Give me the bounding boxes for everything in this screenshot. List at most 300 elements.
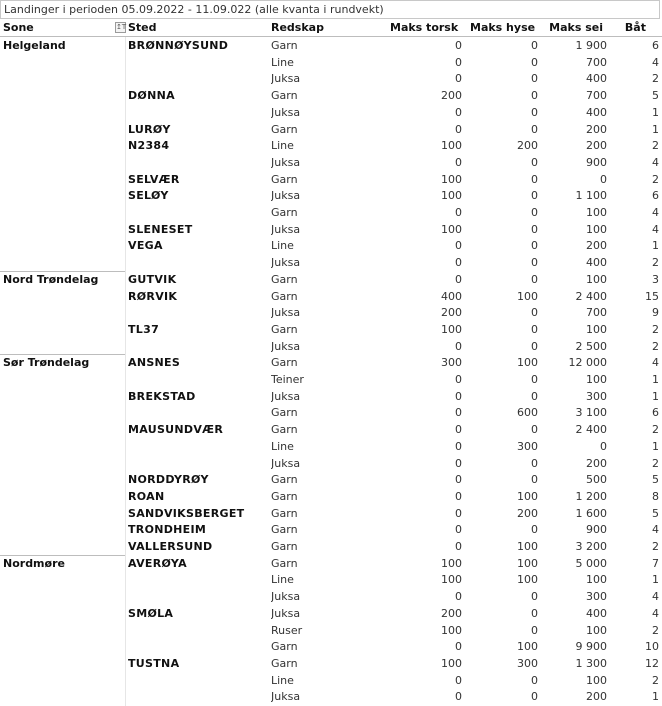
cell-maks-sei: 100	[586, 373, 607, 386]
cell-sone	[3, 304, 123, 321]
table-row[interactable]	[0, 121, 662, 138]
table-row[interactable]	[0, 221, 662, 238]
cell-maks-hyse: 0	[531, 105, 538, 119]
cell-maks-hyse: 0	[531, 256, 538, 270]
cell-maks-hyse: 100	[517, 540, 538, 553]
cell-maks-torsk: 0	[455, 72, 462, 86]
cell-sone	[3, 321, 123, 338]
cell-sone	[3, 104, 123, 121]
cell-bat: 15	[645, 289, 659, 303]
col-header-maks-sei[interactable]: Maks sei	[549, 21, 603, 34]
table-row[interactable]	[0, 338, 662, 355]
table-row[interactable]	[0, 622, 662, 639]
cell-bat: 1	[652, 573, 659, 587]
cell-maks-sei: 1 200	[575, 489, 607, 503]
cell-redskap: Garn	[271, 39, 298, 52]
table-row[interactable]	[0, 237, 662, 254]
cell-maks-torsk: 100	[441, 189, 462, 203]
cell-sted: SMØLA	[128, 606, 174, 620]
cell-maks-torsk: 0	[455, 423, 462, 437]
cell-bat: 9	[652, 306, 659, 320]
cell-maks-hyse: 0	[531, 55, 538, 69]
cell-maks-sei: 100	[586, 322, 607, 336]
cell-sted	[128, 571, 268, 588]
cell-maks-torsk: 100	[441, 656, 462, 670]
cell-maks-torsk: 300	[441, 356, 462, 370]
cell-sone	[3, 87, 123, 104]
cell-maks-sei: 1 900	[575, 39, 607, 52]
cell-bat: 6	[652, 406, 659, 420]
cell-sted	[128, 638, 268, 655]
table-caption: Landinger i perioden 05.09.2022 - 11.09.022 (alle kvanta i rundvekt)	[0, 0, 660, 19]
cell-sone	[3, 121, 123, 138]
cell-redskap: Juksa	[271, 72, 301, 86]
cell-sone	[3, 254, 123, 271]
cell-redskap: Juksa	[271, 222, 301, 236]
cell-bat: 4	[652, 606, 659, 620]
cell-sone	[3, 538, 123, 555]
cell-bat: 5	[652, 473, 659, 487]
table-row[interactable]	[0, 304, 662, 321]
cell-sone	[3, 371, 123, 388]
cell-maks-sei: 200	[586, 122, 607, 136]
table-row[interactable]	[0, 371, 662, 388]
table-row[interactable]	[0, 254, 662, 271]
cell-redskap: Garn	[271, 89, 298, 103]
cell-redskap: Juksa	[271, 590, 301, 604]
cell-maks-sei: 100	[586, 222, 607, 236]
table-row[interactable]	[0, 204, 662, 221]
cell-maks-sei: 9 900	[575, 640, 607, 654]
cell-maks-hyse: 200	[517, 139, 538, 153]
cell-bat: 2	[652, 72, 659, 86]
cell-bat: 2	[652, 339, 659, 353]
cell-maks-sei: 900	[586, 155, 607, 169]
table-row[interactable]	[0, 104, 662, 121]
cell-sted	[128, 304, 268, 321]
cell-redskap: Juksa	[271, 389, 301, 403]
cell-sted	[128, 54, 268, 71]
cell-sone	[3, 505, 123, 522]
cell-sted: BRØNNØYSUND	[128, 39, 229, 52]
cell-redskap: Garn	[271, 656, 298, 670]
table-row[interactable]	[0, 70, 662, 87]
table-row[interactable]	[0, 321, 662, 338]
table-row[interactable]	[0, 521, 662, 538]
cell-maks-sei: 100	[586, 623, 607, 637]
cell-maks-torsk: 200	[441, 306, 462, 320]
cell-redskap: Garn	[271, 523, 298, 537]
cell-bat: 2	[652, 172, 659, 186]
cell-maks-torsk: 0	[455, 473, 462, 487]
table-row[interactable]	[0, 421, 662, 438]
cell-maks-hyse: 0	[531, 322, 538, 336]
table-row[interactable]	[0, 638, 662, 655]
cell-redskap: Juksa	[271, 256, 301, 270]
cell-bat: 8	[652, 489, 659, 503]
cell-redskap: Line	[271, 573, 294, 587]
cell-maks-torsk: 0	[455, 406, 462, 420]
cell-sone	[3, 187, 123, 204]
cell-sted	[128, 688, 268, 705]
cell-maks-hyse: 0	[531, 473, 538, 487]
cell-bat: 10	[645, 640, 659, 654]
cell-maks-sei: 400	[586, 256, 607, 270]
cell-maks-sei: 100	[586, 206, 607, 219]
cell-sted: SELVÆR	[128, 172, 180, 186]
cell-maks-hyse: 100	[517, 489, 538, 503]
cell-sted: SELØY	[128, 189, 169, 203]
cell-sone	[3, 154, 123, 171]
table-row[interactable]	[0, 655, 662, 672]
cell-redskap: Garn	[271, 289, 298, 303]
cell-maks-sei: 200	[586, 690, 607, 704]
cell-bat: 1	[652, 373, 659, 386]
cell-maks-hyse: 0	[531, 239, 538, 253]
cell-maks-torsk: 0	[455, 339, 462, 353]
cell-redskap: Garn	[271, 122, 298, 136]
cell-sone	[3, 471, 123, 488]
cell-maks-torsk: 0	[455, 105, 462, 119]
cell-sone	[3, 421, 123, 438]
cell-redskap: Juksa	[271, 339, 301, 353]
cell-redskap: Garn	[271, 206, 298, 219]
cell-sted: VALLERSUND	[128, 540, 213, 553]
cell-maks-torsk: 0	[455, 155, 462, 169]
cell-sone	[3, 237, 123, 254]
cell-bat: 1	[652, 439, 659, 453]
cell-bat: 5	[652, 506, 659, 520]
cell-maks-sei: 700	[586, 89, 607, 103]
cell-maks-hyse: 0	[531, 172, 538, 186]
cell-redskap: Juksa	[271, 606, 301, 620]
cell-maks-sei: 700	[586, 55, 607, 69]
table-row[interactable]	[0, 488, 662, 505]
cell-sted	[128, 104, 268, 121]
table-row[interactable]	[0, 455, 662, 472]
cell-maks-hyse: 0	[531, 523, 538, 537]
cell-bat: 4	[652, 222, 659, 236]
cell-redskap: Garn	[271, 322, 298, 336]
cell-maks-torsk: 0	[455, 456, 462, 470]
cell-maks-sei: 5 000	[575, 556, 607, 570]
cell-bat: 4	[652, 590, 659, 604]
cell-maks-hyse: 100	[517, 556, 538, 570]
cell-maks-torsk: 100	[441, 222, 462, 236]
cell-maks-hyse: 0	[531, 339, 538, 353]
cell-redskap: Garn	[271, 640, 298, 654]
cell-maks-torsk: 0	[455, 272, 462, 286]
cell-redskap: Teiner	[271, 373, 304, 386]
cell-maks-hyse: 0	[531, 189, 538, 203]
cell-sted: NORDDYRØY	[128, 473, 209, 487]
cell-sone	[3, 488, 123, 505]
cell-bat: 2	[652, 322, 659, 336]
table-row[interactable]	[0, 588, 662, 605]
cell-bat: 1	[652, 239, 659, 253]
cell-maks-hyse: 0	[531, 590, 538, 604]
cell-sone	[3, 137, 123, 154]
cell-sted: VEGA	[128, 239, 163, 253]
cell-maks-hyse: 0	[531, 39, 538, 52]
table-row[interactable]	[0, 538, 662, 555]
cell-bat: 4	[652, 356, 659, 370]
cell-maks-torsk: 0	[455, 439, 462, 453]
cell-sone	[3, 404, 123, 421]
cell-sone	[3, 521, 123, 538]
cell-maks-torsk: 0	[455, 389, 462, 403]
cell-maks-sei: 200	[586, 239, 607, 253]
col-header-redskap[interactable]: Redskap	[271, 21, 324, 34]
sort-filter-icon[interactable]: ↥T	[116, 23, 127, 31]
cell-sone	[3, 622, 123, 639]
cell-sted: TL37	[128, 322, 160, 336]
cell-maks-sei: 400	[586, 72, 607, 86]
cell-sone	[3, 288, 123, 305]
cell-redskap: Garn	[271, 423, 298, 437]
cell-maks-sei: 400	[586, 105, 607, 119]
cell-maks-hyse: 0	[531, 72, 538, 86]
cell-redskap: Juksa	[271, 105, 301, 119]
cell-sted: N2384	[128, 139, 170, 153]
cell-redskap: Line	[271, 55, 294, 69]
cell-maks-hyse: 0	[531, 456, 538, 470]
table-row[interactable]	[0, 404, 662, 421]
cell-sted: LURØY	[128, 122, 171, 136]
cell-maks-hyse: 0	[531, 89, 538, 103]
cell-bat: 6	[652, 189, 659, 203]
cell-maks-hyse: 100	[517, 356, 538, 370]
cell-sted	[128, 371, 268, 388]
table-row[interactable]	[0, 388, 662, 405]
cell-maks-sei: 12 000	[568, 356, 607, 370]
cell-maks-hyse: 100	[517, 573, 538, 587]
cell-maks-torsk: 100	[441, 556, 462, 570]
cell-sted	[128, 154, 268, 171]
cell-maks-torsk: 200	[441, 606, 462, 620]
cell-maks-torsk: 0	[455, 590, 462, 604]
cell-maks-hyse: 300	[517, 439, 538, 453]
cell-sone	[3, 655, 123, 672]
cell-maks-sei: 100	[586, 673, 607, 687]
cell-sone	[3, 70, 123, 87]
cell-sone	[3, 672, 123, 689]
cell-bat: 2	[652, 256, 659, 270]
cell-bat: 2	[652, 456, 659, 470]
table-row[interactable]	[0, 438, 662, 455]
cell-sone	[3, 588, 123, 605]
cell-maks-hyse: 0	[531, 690, 538, 704]
cell-maks-sei: 1 100	[575, 189, 607, 203]
cell-sone: Sør Trøndelag	[3, 356, 90, 370]
cell-bat: 4	[652, 155, 659, 169]
cell-maks-sei: 2 400	[575, 423, 607, 437]
cell-sted	[128, 404, 268, 421]
cell-maks-hyse: 100	[517, 640, 538, 654]
col-header-bat[interactable]: Båt	[624, 21, 646, 34]
cell-bat: 4	[652, 55, 659, 69]
cell-maks-hyse: 0	[531, 389, 538, 403]
cell-maks-torsk: 0	[455, 523, 462, 537]
cell-maks-sei: 300	[586, 389, 607, 403]
cell-bat: 2	[652, 139, 659, 153]
cell-maks-torsk: 0	[455, 206, 462, 219]
cell-sone	[3, 638, 123, 655]
col-header-sted[interactable]: Sted	[128, 21, 157, 34]
table-row[interactable]	[0, 288, 662, 305]
cell-redskap: Line	[271, 673, 294, 687]
cell-bat: 2	[652, 540, 659, 553]
cell-redskap: Garn	[271, 506, 298, 520]
cell-maks-torsk: 0	[455, 122, 462, 136]
cell-sone	[3, 388, 123, 405]
cell-maks-sei: 1 600	[575, 506, 607, 520]
cell-sone	[3, 338, 123, 355]
cell-sone	[3, 54, 123, 71]
cell-maks-torsk: 0	[455, 239, 462, 253]
cell-sted	[128, 204, 268, 221]
cell-sted: SLENESET	[128, 222, 193, 236]
cell-sone	[3, 438, 123, 455]
table-header	[0, 19, 662, 37]
table-row[interactable]	[0, 354, 662, 371]
cell-maks-sei: 400	[586, 606, 607, 620]
cell-redskap: Juksa	[271, 189, 301, 203]
table-row[interactable]	[0, 605, 662, 622]
cell-maks-torsk: 400	[441, 289, 462, 303]
cell-redskap: Juksa	[271, 456, 301, 470]
table-row[interactable]	[0, 271, 662, 288]
cell-sone: Nordmøre	[3, 556, 65, 570]
cell-bat: 1	[652, 389, 659, 403]
table-row[interactable]	[0, 87, 662, 104]
cell-maks-sei: 900	[586, 523, 607, 537]
cell-maks-torsk: 0	[455, 690, 462, 704]
cell-maks-torsk: 100	[441, 322, 462, 336]
cell-maks-sei: 500	[586, 473, 607, 487]
cell-sted: RØRVIK	[128, 289, 178, 303]
cell-sted	[128, 70, 268, 87]
cell-redskap: Garn	[271, 272, 298, 286]
table-row[interactable]	[0, 154, 662, 171]
cell-sone	[3, 455, 123, 472]
cell-sted: BREKSTAD	[128, 389, 196, 403]
cell-maks-sei: 2 400	[575, 289, 607, 303]
cell-maks-hyse: 0	[531, 606, 538, 620]
cell-maks-sei: 0	[600, 439, 607, 453]
cell-sted	[128, 672, 268, 689]
col-header-maks-hyse[interactable]: Maks hyse	[470, 21, 536, 34]
cell-maks-torsk: 100	[441, 623, 462, 637]
cell-sted: TUSTNA	[128, 656, 180, 670]
cell-redskap: Garn	[271, 356, 298, 370]
cell-sone	[3, 171, 123, 188]
cell-sone	[3, 571, 123, 588]
cell-sted: SANDVIKSBERGET	[128, 506, 245, 520]
cell-sted: MAUSUNDVÆR	[128, 423, 224, 437]
cell-sone	[3, 204, 123, 221]
table-row[interactable]	[0, 137, 662, 154]
cell-maks-hyse: 0	[531, 423, 538, 437]
table-row[interactable]	[0, 555, 662, 572]
table-row[interactable]	[0, 187, 662, 204]
cell-redskap: Line	[271, 439, 294, 453]
cell-maks-torsk: 0	[455, 506, 462, 520]
cell-redskap: Ruser	[271, 623, 303, 637]
cell-sted	[128, 455, 268, 472]
cell-maks-sei: 200	[586, 139, 607, 153]
col-header-maks-torsk[interactable]: Maks torsk	[390, 21, 459, 34]
cell-sted: DØNNA	[128, 89, 175, 103]
cell-maks-torsk: 100	[441, 573, 462, 587]
cell-maks-hyse: 0	[531, 373, 538, 386]
table-row[interactable]	[0, 171, 662, 188]
cell-sone	[3, 605, 123, 622]
cell-sted	[128, 338, 268, 355]
cell-redskap: Line	[271, 239, 294, 253]
cell-maks-torsk: 0	[455, 489, 462, 503]
table-row[interactable]	[0, 471, 662, 488]
cell-maks-hyse: 200	[517, 506, 538, 520]
cell-redskap: Garn	[271, 540, 298, 553]
cell-bat: 1	[652, 105, 659, 119]
cell-maks-sei: 2 500	[575, 339, 607, 353]
table-row[interactable]	[0, 37, 662, 54]
cell-redskap: Juksa	[271, 306, 301, 320]
table-row[interactable]	[0, 672, 662, 689]
table-row[interactable]	[0, 571, 662, 588]
cell-redskap: Garn	[271, 556, 298, 570]
table-row[interactable]	[0, 688, 662, 705]
cell-maks-hyse: 0	[531, 306, 538, 320]
cell-maks-sei: 1 300	[575, 656, 607, 670]
cell-maks-sei: 700	[586, 306, 607, 320]
cell-redskap: Garn	[271, 473, 298, 487]
cell-bat: 5	[652, 89, 659, 103]
cell-maks-hyse: 0	[531, 122, 538, 136]
cell-sted	[128, 438, 268, 455]
cell-sted	[128, 254, 268, 271]
cell-maks-torsk: 0	[455, 373, 462, 386]
table-row[interactable]	[0, 54, 662, 71]
cell-maks-torsk: 0	[455, 39, 462, 52]
cell-bat: 4	[652, 206, 659, 219]
cell-sted: AVERØYA	[128, 556, 187, 570]
cell-bat: 12	[645, 656, 659, 670]
cell-sted	[128, 622, 268, 639]
cell-bat: 1	[652, 690, 659, 704]
cell-maks-torsk: 100	[441, 172, 462, 186]
cell-maks-torsk: 0	[455, 55, 462, 69]
table-row[interactable]	[0, 505, 662, 522]
cell-maks-hyse: 0	[531, 155, 538, 169]
cell-maks-sei: 0	[600, 172, 607, 186]
cell-maks-torsk: 100	[441, 139, 462, 153]
cell-bat: 6	[652, 39, 659, 52]
cell-bat: 7	[652, 556, 659, 570]
cell-bat: 2	[652, 623, 659, 637]
cell-redskap: Line	[271, 139, 294, 153]
cell-redskap: Juksa	[271, 155, 301, 169]
cell-bat: 1	[652, 122, 659, 136]
cell-sted: TRONDHEIM	[128, 523, 207, 537]
cell-maks-hyse: 600	[517, 406, 538, 420]
cell-sted: ANSNES	[128, 356, 181, 370]
cell-bat: 2	[652, 423, 659, 437]
cell-maks-sei: 100	[586, 272, 607, 286]
cell-maks-hyse: 0	[531, 222, 538, 236]
col-header-sone[interactable]: Sone	[3, 21, 34, 34]
